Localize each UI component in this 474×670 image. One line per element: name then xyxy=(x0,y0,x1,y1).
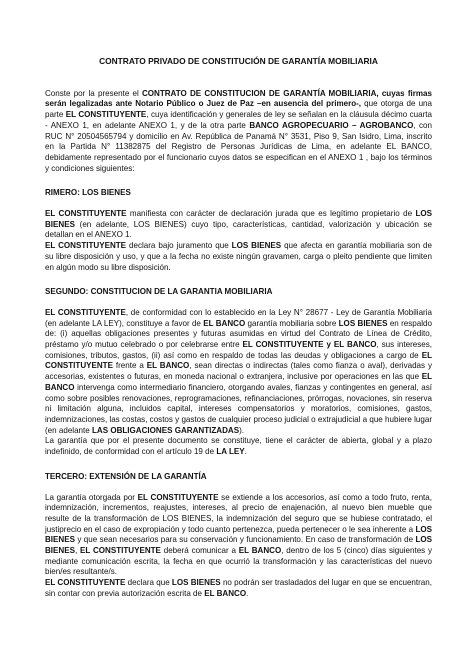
bold-term: EL BANCO xyxy=(238,546,282,556)
text-run: declara bajo juramento que xyxy=(126,241,232,251)
section-3-heading: TERCERO: EXTENSIÓN DE LA GARANTÍA xyxy=(45,471,207,481)
bold-term: EL CONSTITUYENTE xyxy=(45,350,432,371)
text-run: deberá comunicar a xyxy=(160,546,239,556)
section-1-heading: RIMERO: LOS BIENES xyxy=(45,188,131,198)
text-run: . xyxy=(244,447,247,457)
section-2-heading: SEGUNDO: CONSTITUCION DE LA GARANTIA MOBILIARIA xyxy=(45,287,273,297)
text-run: La garantía que por el presente documento se constituye, tiene el carácter de abierta, global y a plazo indefinido, de conformidad con el artículo 19 de xyxy=(45,436,432,457)
bold-term: LOS BIENES xyxy=(338,318,388,328)
bold-term: EL CONSTITUYENTE xyxy=(45,241,127,251)
bold-term: EL CONSTITUYENTE xyxy=(80,546,161,556)
bold-term: EL BANCO xyxy=(203,318,246,328)
section-2-paragraph-1 xyxy=(45,308,432,436)
bold-term: EL BANCO xyxy=(45,372,432,392)
text-run: , sean directas o indirectas (tales como fianza o aval), derivadas y accesorias, existentes o futuras, en moneda nacional o extranjera, inclusive por operaciones en las que xyxy=(45,361,432,382)
document-body xyxy=(45,56,432,600)
section-3-paragraph-1 xyxy=(45,493,432,579)
bold-term: LAS OBLIGACIONES GARANTIZADAS xyxy=(91,425,240,435)
text-run: La garantía otorgada por xyxy=(45,492,138,502)
text-run: frente a xyxy=(112,361,147,371)
text-run: (en adelante, LOS BIENES) cuyo tipo, características, cantidad, valorización y ubicación se detallan en el ANEXO 1. xyxy=(45,219,432,240)
text-run: que afecta en garantía mobiliaria son de su libre disposición y uso, y que a la fecha no existe ningún gravamen, carga o pleito pendiente que limiten en algún modo su libre disposición. xyxy=(45,241,432,272)
section-3-paragraph-2 xyxy=(45,578,432,599)
text-run: manifiesta con carácter de declaración jurada que es legítimo propietario de xyxy=(126,209,416,219)
bold-term: LOS BIENES xyxy=(45,209,432,229)
section-1-paragraph-2 xyxy=(45,241,432,273)
bold-term: EL BANCO xyxy=(146,361,190,371)
text-run: no podrán ser trasladados del lugar en que se encuentran, sin contar con previa autorización escrita de xyxy=(45,578,432,598)
bold-term: EL CONSTITUYENTE xyxy=(45,307,126,317)
bold-term: EL CONSTITUYENTE xyxy=(137,492,219,502)
text-run: se extiende a los accesorios, así como a todo fruto, renta, indemnización, incrementos, reajustes, intereses, al precio de enajenación, al nuevo bien mueble que resulte de la transformación de LOS BIENES, la indemnización del seguro que se hubiese contratado, el justiprecio en el caso de expropiación y todo cuanto pertenezca, pueda pertenecer o le sea inherente a xyxy=(45,492,432,534)
bold-term: LOS BIENES xyxy=(45,535,432,556)
intro-paragraph xyxy=(45,89,432,175)
bold-term: LOS BIENES xyxy=(231,241,282,251)
bold-term: EL CONSTITUYENTE xyxy=(45,578,126,588)
bold-term: CONTRATO DE CONSTITUCION DE GARANTÍA MOBILIARIA, cuyas firmas serán legalizadas ante Notario Público o Juez de Paz –en ausencia del primero-, xyxy=(45,88,432,109)
bold-term: BANCO AGROPECUARIO – AGROBANCO xyxy=(249,120,414,130)
bold-term: EL BANCO xyxy=(204,588,247,598)
bold-term: EL CONSTITUYENTE xyxy=(45,209,127,219)
text-run: garantía mobiliaria sobre xyxy=(245,318,339,328)
bold-term: LOS BIENES xyxy=(45,524,432,545)
section-2-paragraph-2 xyxy=(45,436,432,457)
text-run: intervenga como intermediario financiero, otorgando avales, fianzas y contingentes en general, así como sobre posibles renovaciones, reprogramaciones, refinanciaciones, prórrogas, novaciones, sin reserva ni limitación alguna, incluidos capital, intereses compensatorios y moratorios, comisiones, gastos, indemnizaciones, las costas, costos y gastos de cualquier proceso judicial o extrajudicial a que hubiere lugar (en adelante xyxy=(45,382,432,435)
section-1-paragraph-1 xyxy=(45,209,432,241)
bold-term: LOS BIENES xyxy=(171,578,221,588)
text-run: ). xyxy=(239,425,244,435)
document-title: CONTRATO PRIVADO DE CONSTITUCIÓN DE GARANTÍA MOBILIARIA xyxy=(99,56,378,66)
text-run: , cuya identificación y generales de ley se señalan en la cláusula décimo cuarta - ANEXO 1, en adelante ANEXO 1, y de la otra parte xyxy=(45,110,433,130)
text-run: declara que xyxy=(125,578,172,588)
text-run: en respaldo de: (i) aquellas obligaciones presentes y futuras asumidas en virtud del Contrato de Línea de Crédito, préstamo y/o mutuo celebrado o por celebrarse entre xyxy=(45,318,432,350)
text-run: , de conformidad con lo establecido en la Ley N° 28677 - Ley de Garantía Mobiliaria (en adelante LA LEY), constituye a favor de xyxy=(45,307,433,328)
text-run: Conste por la presente el xyxy=(45,88,142,98)
bold-term: EL CONSTITUYENTE y EL BANCO xyxy=(242,340,377,350)
text-run: . xyxy=(246,588,249,598)
text-run: , sus intereses, comisiones, tributos, gastos, (ii) así como en respaldo de todas las deudas y obligaciones a cargo de xyxy=(45,340,433,360)
text-run: y que sean necesarios para su conservación y funcionamiento. En caso de transformación de xyxy=(74,535,416,545)
bold-term: LA LEY xyxy=(216,447,245,457)
text-run: , xyxy=(74,546,81,556)
text-run: , dentro de los 5 (cinco) días siguientes y mediante comunicación escrita, la fecha en que ocurrió la transformación y las características del nuevo bien/es resultante/s. xyxy=(45,546,433,577)
text-run: , con RUC N° 20504565794 y domicilio en Av. República de Panamá N° 3531, Piso 9, San Isidro, Lima, inscrito en la Partida N° 11382875 del Registro de Personas Jurídicas de Lima, en adelante EL BANCO, debidamente representado por el funcionario cuyos datos se especifican en el ANEXO 1 , bajo los términos y condiciones siguientes: xyxy=(45,120,432,173)
bold-term: EL CONSTITUYENTE xyxy=(65,110,147,120)
text-run: que otorga de una parte xyxy=(45,99,432,120)
